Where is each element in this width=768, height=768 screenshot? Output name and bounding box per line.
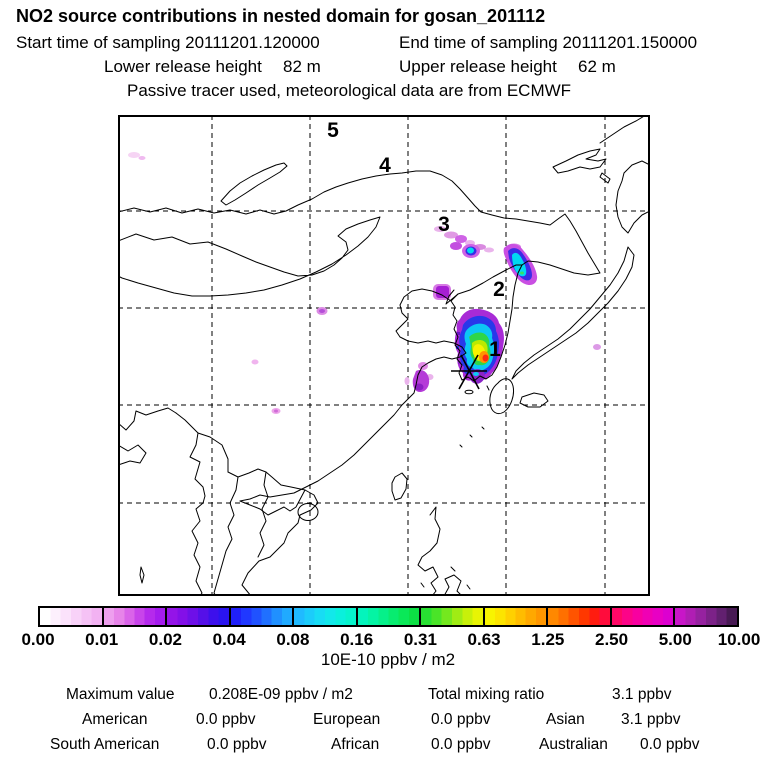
map-panel (118, 115, 650, 596)
faint-blob (593, 344, 601, 350)
upper-release-value: 62 m (578, 57, 616, 76)
faint-blob (252, 360, 259, 365)
region-australian-label: Australian (539, 736, 608, 753)
colorbar-segments (40, 608, 737, 625)
faint-blob (128, 152, 140, 158)
faint-blob (139, 156, 146, 160)
colorbar-tick-10.00: 10.00 (717, 630, 761, 649)
region-asian-value: 3.1 ppbv (621, 711, 681, 728)
colorbar-segment-0.02-0.04 (167, 608, 231, 625)
page-title: NO2 source contributions in nested domain for gosan_201112 (16, 6, 546, 26)
total-ratio-label: Total mixing ratio (428, 686, 545, 703)
max-value: 0.208E-09 ppbv / m2 (209, 686, 353, 703)
colorbar-tick-0.63: 0.63 (467, 630, 501, 649)
region-south-american-label: South American (50, 736, 160, 753)
colorbar-tick-2.50: 2.50 (594, 630, 629, 649)
colorbar-tick-0.01: 0.01 (85, 630, 119, 649)
concentration-blobs (128, 152, 601, 414)
tracer-note: Passive tracer used, meteorological data are from ECMWF (127, 81, 572, 100)
colorbar-tick-0.31: 0.31 (403, 630, 437, 649)
colorbar-segment-0.16-0.31 (358, 608, 422, 625)
colorbar-segment-0.63-1.25 (485, 608, 549, 625)
trajectory-number-5: 5 (327, 119, 339, 142)
colorbar-segment-0.08-0.16 (294, 608, 358, 625)
trajectory-number-1: 1 (489, 338, 501, 361)
colorbar (38, 606, 739, 627)
colorbar-segment-0.31-0.63 (421, 608, 485, 625)
region-american-value: 0.0 ppbv (196, 711, 256, 728)
colorbar-tick-0.08: 0.08 (276, 630, 310, 649)
colorbar-tick-0.00: 0.00 (21, 630, 55, 649)
region-south-american-value: 0.0 ppbv (207, 736, 267, 753)
faint-blob (405, 377, 410, 385)
region-european-label: European (313, 711, 381, 728)
lower-release-label: Lower release height (104, 57, 262, 76)
region-asian-label: Asian (546, 711, 585, 728)
start-time-label: Start time of sampling 20111201.120000 (16, 33, 320, 52)
max-value-label: Maximum value (66, 686, 175, 703)
northeast-teardrop-blob (504, 244, 538, 286)
colorbar-segment-1.25-2.50 (548, 608, 612, 625)
coastlines (118, 115, 650, 596)
colorbar-unit-label: 10E-10 ppbv / m2 (320, 650, 456, 669)
trajectory-number-3: 3 (438, 213, 450, 236)
faint-blob (319, 309, 325, 313)
colorbar-segment-5.00-10.00 (675, 608, 737, 625)
colorbar-segment-0.04-0.08 (231, 608, 295, 625)
map-svg (118, 115, 650, 596)
region-european-value: 0.0 ppbv (431, 711, 491, 728)
faint-blob (274, 410, 278, 413)
colorbar-tick-0.16: 0.16 (340, 630, 374, 649)
cyan-core-blob (462, 244, 480, 258)
lower-release-value: 82 m (283, 57, 321, 76)
region-african-label: African (331, 736, 380, 753)
trajectory-number-4: 4 (379, 154, 391, 177)
region-african-value: 0.0 ppbv (431, 736, 491, 753)
colorbar-tick-0.04: 0.04 (212, 630, 246, 649)
total-ratio-value: 3.1 ppbv (612, 686, 672, 703)
colorbar-segment-0.00-0.01 (40, 608, 104, 625)
trajectory-number-2: 2 (493, 278, 505, 301)
region-australian-value: 0.0 ppbv (640, 736, 700, 753)
colorbar-segment-0.01-0.02 (104, 608, 168, 625)
colorbar-tick-0.02: 0.02 (148, 630, 182, 649)
colorbar-tick-5.00: 5.00 (658, 630, 692, 649)
upper-release-label: Upper release height (399, 57, 557, 76)
region-american-label: American (82, 711, 148, 728)
colorbar-segment-2.50-5.00 (612, 608, 676, 625)
colorbar-tick-1.25: 1.25 (531, 630, 565, 649)
end-time-label: End time of sampling 20111201.150000 (399, 33, 698, 52)
